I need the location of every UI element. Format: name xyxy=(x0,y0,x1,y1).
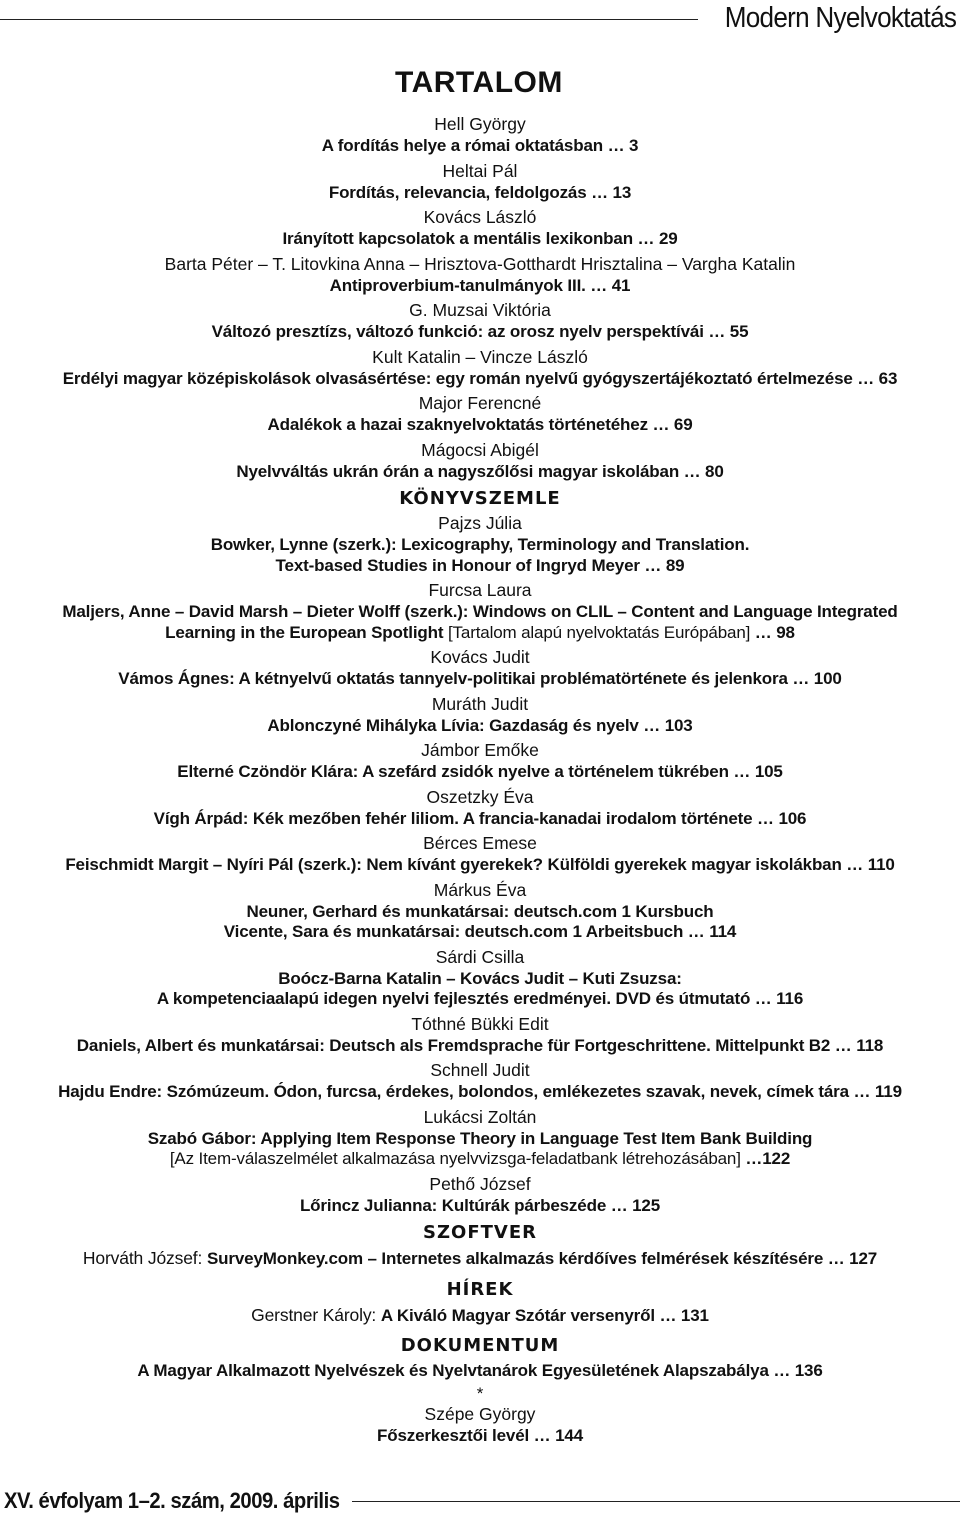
entry-title: Antiproverbium-tanulmányok III. … 41 xyxy=(329,275,631,295)
page-footer xyxy=(0,1485,960,1518)
entry-title: Fordítás, relevancia, feldolgozás … 13 xyxy=(328,182,632,202)
review-entry xyxy=(0,579,960,643)
review-title: Neuner, Gerhard és munkatársai: deutsch.com 1 Kursbuch xyxy=(246,901,714,921)
review-author: Oszetzky Éva xyxy=(426,786,534,807)
review-title: Vámos Ágnes: A kétnyelvű oktatás tannyelv-politikai problématörténete és jelenkora … 100 xyxy=(118,669,842,688)
review-entry xyxy=(0,832,960,876)
review-author: Lukácsi Zoltán xyxy=(423,1106,537,1127)
entry-title: Nyelvváltás ukrán órán a nagyszőlősi magyar iskolában … 80 xyxy=(236,461,724,481)
review-author: Kovács Judit xyxy=(430,647,530,667)
review-title-line2: Vicente, Sara és munkatársai: deutsch.com 1 Arbeitsbuch … 114 xyxy=(223,922,737,941)
review-title: Ablonczyné Mihályka Lívia: Gazdaság és nyelv … 103 xyxy=(267,715,693,735)
section-heading-hirek: HÍREK xyxy=(446,1278,514,1300)
review-author: Furcsa Laura xyxy=(428,580,532,600)
issue-info: XV. évfolyam 1–2. szám, 2009. április xyxy=(4,1488,340,1513)
software-entry xyxy=(0,1248,960,1270)
entry-author: Mágocsi Abigél xyxy=(421,439,539,460)
review-title: Elterné Czöndör Klára: A szefárd zsidók nyelve a történelem tükrében … 105 xyxy=(177,762,783,781)
review-entry xyxy=(0,786,960,830)
review-entry xyxy=(0,646,960,690)
review-author: Muráth Judit xyxy=(431,693,529,714)
review-title: Vígh Árpád: Kék mezőben fehér liliom. A francia-kanadai irodalom története … 106 xyxy=(153,808,807,828)
software-author: Horváth József: xyxy=(82,1248,207,1268)
review-title: Daniels, Albert és munkatársai: Deutsch als Fremdsprache für Fortgeschrittene. Mittelpunkt B2 … 118 xyxy=(76,1035,884,1055)
review-author: Pethő József xyxy=(429,1173,531,1194)
review-title-line2 xyxy=(0,1149,960,1170)
review-entry xyxy=(0,739,960,783)
section-heading-konyvszemle: KÖNYVSZEMLE xyxy=(399,488,561,509)
review-title-translation: [Tartalom alapú nyelvoktatás Európában] xyxy=(443,622,751,642)
section-heading-dokumentum: DOKUMENTUM xyxy=(400,1335,560,1356)
entry-title: Változó presztízs, változó funkció: az orosz nyelv perspektívái … 55 xyxy=(211,322,749,341)
table-of-contents xyxy=(0,113,960,1446)
news-title: A Kiváló Magyar Szótár versenyről … 131 xyxy=(380,1305,709,1325)
review-entry xyxy=(0,1059,960,1103)
review-entry xyxy=(0,1173,960,1217)
journal-title: Modern Nyelvoktatás xyxy=(724,2,956,34)
review-title-line2: Text-based Studies in Honour of Ingryd Meyer … 89 xyxy=(275,555,685,575)
entry-author: G. Muzsai Viktória xyxy=(409,300,551,320)
entry-title: Adalékok a hazai szaknyelvoktatás történetéhez … 69 xyxy=(267,415,693,434)
review-entry xyxy=(0,1013,960,1057)
toc-entry xyxy=(0,253,960,297)
review-entry xyxy=(0,946,960,1010)
software-title: SurveyMonkey.com – Internetes alkalmazás kérdőíves felmérések készítésére … 127 xyxy=(206,1249,878,1268)
review-title: Lőrincz Julianna: Kultúrák párbeszéde … 125 xyxy=(299,1195,661,1215)
review-author: Sárdi Csilla xyxy=(435,946,525,967)
entry-title: Irányított kapcsolatok a mentális lexikonban … 29 xyxy=(282,229,678,248)
review-author: Pajzs Júlia xyxy=(438,513,522,533)
review-author: Márkus Éva xyxy=(433,879,527,900)
news-author: Gerstner Károly: xyxy=(251,1304,381,1325)
document-entry: A Magyar Alkalmazott Nyelvészek és Nyelvtanárok Egyesületének Alapszabálya … 136 xyxy=(137,1361,823,1380)
editorial-title: Főszerkesztői levél … 144 xyxy=(376,1425,584,1445)
separator-asterisk: * xyxy=(476,1383,484,1403)
review-entry xyxy=(0,879,960,943)
toc-entry xyxy=(0,299,960,343)
review-title: Maljers, Anne – David Marsh – Dieter Wolff (szerk.): Windows on CLIL – Content and Language Integrated xyxy=(62,602,898,621)
review-title-line2 xyxy=(0,623,960,644)
news-entry xyxy=(0,1305,960,1327)
review-entry xyxy=(0,1106,960,1170)
toc-entry xyxy=(0,206,960,250)
review-title-line2: A kompetenciaalapú idegen nyelvi fejlesztés eredményei. DVD és útmutató … 116 xyxy=(156,989,804,1008)
toc-heading: TARTALOM xyxy=(395,66,563,99)
review-author: Bérces Emese xyxy=(423,833,537,853)
entry-author: Kovács László xyxy=(423,207,537,227)
entry-author: Major Ferencné xyxy=(418,393,542,413)
review-title-part: Learning in the European Spotlight xyxy=(165,622,444,642)
toc-entry xyxy=(0,346,960,390)
review-title-translation: [Az Item-válaszelmélet alkalmazása nyelvvizsga-feladatbank létrehozásában] xyxy=(169,1149,741,1168)
review-author: Tóthné Bükki Edit xyxy=(411,1013,549,1034)
review-page: … 98 xyxy=(750,622,795,642)
section-heading-szoftver: SZOFTVER xyxy=(423,1222,537,1243)
review-title: Feischmidt Margit – Nyíri Pál (szerk.): Nem kívánt gyerekek? Külföldi gyerekek magyar iskolákban … 110 xyxy=(65,855,895,874)
review-author: Schnell Judit xyxy=(430,1060,530,1080)
editorial-author: Szépe György xyxy=(424,1403,536,1424)
review-title: Bowker, Lynne (szerk.): Lexicography, Terminology and Translation. xyxy=(210,535,750,554)
toc-entry xyxy=(0,113,960,157)
toc-entry xyxy=(0,392,960,436)
review-entry xyxy=(0,512,960,576)
review-entry xyxy=(0,693,960,737)
entry-author: Barta Péter – T. Litovkina Anna – Hrisztova-Gotthardt Hrisztalina – Vargha Katalin xyxy=(164,253,796,274)
footer-rule xyxy=(352,1501,960,1502)
entry-author: Kult Katalin – Vincze László xyxy=(372,346,588,367)
header-rule xyxy=(0,19,698,20)
toc-entry xyxy=(0,160,960,204)
entry-title: Erdélyi magyar középiskolások olvasásértése: egy román nyelvű gyógyszertájékoztató értelmezése … 63 xyxy=(62,368,898,388)
review-title: Hajdu Endre: Szómúzeum. Ódon, furcsa, érdekes, bolondos, emlékezetes szavak, nevek, címek tára … 119 xyxy=(58,1082,902,1101)
entry-title: A fordítás helye a római oktatásban … 3 xyxy=(321,136,639,155)
review-author: Jámbor Emőke xyxy=(421,740,539,760)
entry-author: Heltai Pál xyxy=(442,160,518,181)
editorial-entry xyxy=(0,1403,960,1447)
review-title: Boócz-Barna Katalin – Kovács Judit – Kuti Zsuzsa: xyxy=(278,968,682,988)
entry-author: Hell György xyxy=(434,114,526,134)
journal-header xyxy=(0,0,960,40)
toc-entry xyxy=(0,439,960,483)
review-title: Szabó Gábor: Applying Item Response Theory in Language Test Item Bank Building xyxy=(147,1128,813,1148)
review-page: …122 xyxy=(740,1149,791,1168)
